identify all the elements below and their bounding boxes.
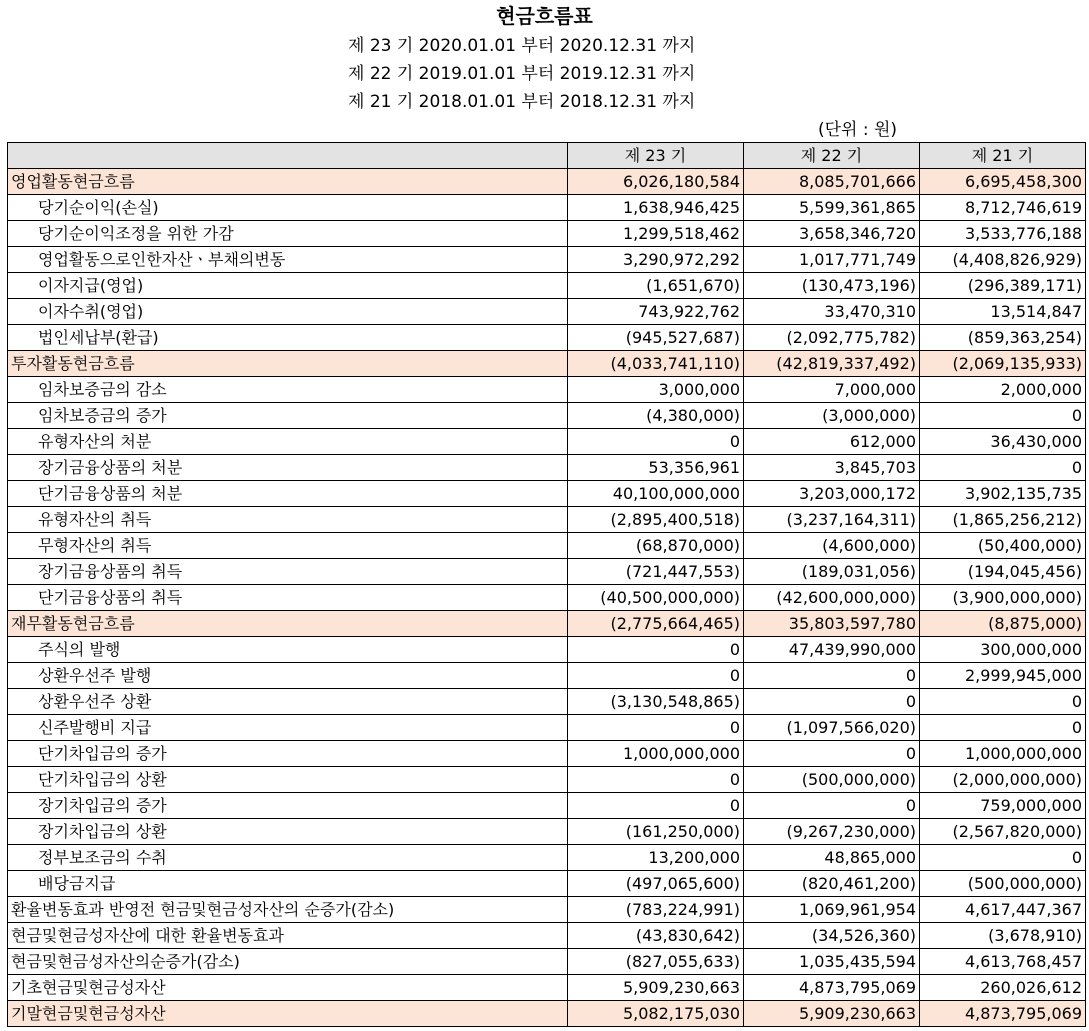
row-label: 신주발행비 지급 <box>8 715 568 741</box>
row-label: 이자수취(영업) <box>8 299 568 325</box>
row-label: 장기금융상품의 처분 <box>8 455 568 481</box>
row-value-21: (3,678,910) <box>920 923 1086 949</box>
row-label: 단기금융상품의 취득 <box>8 585 568 611</box>
column-header-23: 제 23 기 <box>568 143 744 169</box>
row-value-21: 4,617,447,367 <box>920 897 1086 923</box>
row-label: 단기차입금의 상환 <box>8 767 568 793</box>
row-value-21: (2,069,135,933) <box>920 351 1086 377</box>
table-body <box>8 169 1086 1027</box>
row-label: 장기차입금의 상환 <box>8 819 568 845</box>
row-value-21: (3,900,000,000) <box>920 585 1086 611</box>
page-title: 현금흐름표 <box>496 4 593 28</box>
row-value-23: (3,130,548,865) <box>568 689 744 715</box>
table-row <box>8 247 1086 273</box>
row-value-22: (130,473,196) <box>744 273 920 299</box>
row-label: 당기순이익조정을 위한 가감 <box>8 221 568 247</box>
table-row <box>8 767 1086 793</box>
row-value-21: 0 <box>920 845 1086 871</box>
row-value-21: 0 <box>920 455 1086 481</box>
row-value-21: 3,902,135,735 <box>920 481 1086 507</box>
table-row <box>8 325 1086 351</box>
row-value-22: 1,069,961,954 <box>744 897 920 923</box>
row-label: 영업활동현금흐름 <box>8 169 568 195</box>
row-label: 상환우선주 발행 <box>8 663 568 689</box>
row-label: 현금및현금성자산에 대한 환율변동효과 <box>8 923 568 949</box>
row-label: 법인세납부(환급) <box>8 325 568 351</box>
row-label: 기초현금및현금성자산 <box>8 975 568 1001</box>
row-label: 유형자산의 처분 <box>8 429 568 455</box>
row-label: 이자지급(영업) <box>8 273 568 299</box>
section-row <box>8 1001 1086 1027</box>
row-label: 임차보증금의 증가 <box>8 403 568 429</box>
row-value-23: 40,100,000,000 <box>568 481 744 507</box>
row-value-23: 13,200,000 <box>568 845 744 871</box>
row-value-21: (8,875,000) <box>920 611 1086 637</box>
table-row <box>8 975 1086 1001</box>
table-row <box>8 949 1086 975</box>
row-value-23: (2,775,664,465) <box>568 611 744 637</box>
row-value-22: 0 <box>744 741 920 767</box>
row-label: 배당금지급 <box>8 871 568 897</box>
row-value-23: 1,299,518,462 <box>568 221 744 247</box>
period-line-22: 제 22 기 2019.01.01 부터 2019.12.31 까지 <box>348 64 696 84</box>
row-value-23: 5,909,230,663 <box>568 975 744 1001</box>
section-row <box>8 611 1086 637</box>
table-row <box>8 221 1086 247</box>
row-label: 주식의 발행 <box>8 637 568 663</box>
row-value-23: 0 <box>568 793 744 819</box>
row-value-22: (3,000,000) <box>744 403 920 429</box>
row-label: 무형자산의 취득 <box>8 533 568 559</box>
table-row <box>8 897 1086 923</box>
row-value-22: 612,000 <box>744 429 920 455</box>
row-value-22: (34,526,360) <box>744 923 920 949</box>
row-label: 유형자산의 취득 <box>8 507 568 533</box>
unit-label: (단위 : 원) <box>818 120 898 140</box>
table-row <box>8 741 1086 767</box>
row-label: 환율변동효과 반영전 현금및현금성자산의 순증가(감소) <box>8 897 568 923</box>
row-value-22: 7,000,000 <box>744 377 920 403</box>
row-value-23: 0 <box>568 429 744 455</box>
row-value-22: (2,092,775,782) <box>744 325 920 351</box>
row-value-22: 3,203,000,172 <box>744 481 920 507</box>
row-label: 단기차입금의 증가 <box>8 741 568 767</box>
row-value-21: 2,999,945,000 <box>920 663 1086 689</box>
table-row <box>8 559 1086 585</box>
row-label: 장기금융상품의 취득 <box>8 559 568 585</box>
row-value-23: 5,082,175,030 <box>568 1001 744 1027</box>
row-label: 단기금융상품의 처분 <box>8 481 568 507</box>
table-row <box>8 377 1086 403</box>
row-value-22: (42,819,337,492) <box>744 351 920 377</box>
row-label: 장기차입금의 증가 <box>8 793 568 819</box>
row-value-23: 1,638,946,425 <box>568 195 744 221</box>
row-label: 당기순이익(손실) <box>8 195 568 221</box>
row-value-21: (859,363,254) <box>920 325 1086 351</box>
row-value-21: 0 <box>920 403 1086 429</box>
table-row <box>8 637 1086 663</box>
row-value-21: 300,000,000 <box>920 637 1086 663</box>
row-value-21: (194,045,456) <box>920 559 1086 585</box>
row-value-23: (4,033,741,110) <box>568 351 744 377</box>
row-label: 현금및현금성자산의순증가(감소) <box>8 949 568 975</box>
row-label: 재무활동현금흐름 <box>8 611 568 637</box>
row-value-22: 1,017,771,749 <box>744 247 920 273</box>
row-value-23: (161,250,000) <box>568 819 744 845</box>
table-row <box>8 819 1086 845</box>
row-value-21: 0 <box>920 715 1086 741</box>
row-value-23: 53,356,961 <box>568 455 744 481</box>
row-value-23: 6,026,180,584 <box>568 169 744 195</box>
row-value-23: (2,895,400,518) <box>568 507 744 533</box>
row-label: 영업활동으로인한자산ㆍ부채의변동 <box>8 247 568 273</box>
row-value-22: 48,865,000 <box>744 845 920 871</box>
period-line-21: 제 21 기 2018.01.01 부터 2018.12.31 까지 <box>348 92 696 112</box>
row-value-23: (721,447,553) <box>568 559 744 585</box>
row-value-22: (3,237,164,311) <box>744 507 920 533</box>
row-value-21: 4,613,768,457 <box>920 949 1086 975</box>
row-label: 기말현금및현금성자산 <box>8 1001 568 1027</box>
row-value-21: (4,408,826,929) <box>920 247 1086 273</box>
row-value-22: 3,845,703 <box>744 455 920 481</box>
row-label: 임차보증금의 감소 <box>8 377 568 403</box>
cash-flow-table <box>7 142 1086 1027</box>
row-value-22: 0 <box>744 663 920 689</box>
row-value-22: (189,031,056) <box>744 559 920 585</box>
table-header-row <box>8 143 1086 169</box>
row-value-21: 36,430,000 <box>920 429 1086 455</box>
row-value-21: 2,000,000 <box>920 377 1086 403</box>
row-value-22: 47,439,990,000 <box>744 637 920 663</box>
table-row <box>8 403 1086 429</box>
row-value-22: 35,803,597,780 <box>744 611 920 637</box>
row-value-23: 0 <box>568 637 744 663</box>
row-value-21: 0 <box>920 689 1086 715</box>
row-value-23: 1,000,000,000 <box>568 741 744 767</box>
period-line-23: 제 23 기 2020.01.01 부터 2020.12.31 까지 <box>348 36 696 56</box>
row-value-22: 1,035,435,594 <box>744 949 920 975</box>
column-header-21: 제 21 기 <box>920 143 1086 169</box>
table-row <box>8 273 1086 299</box>
section-row <box>8 351 1086 377</box>
row-value-21: (1,865,256,212) <box>920 507 1086 533</box>
row-value-23: 0 <box>568 767 744 793</box>
row-value-23: (68,870,000) <box>568 533 744 559</box>
row-value-22: (9,267,230,000) <box>744 819 920 845</box>
column-header-22: 제 22 기 <box>744 143 920 169</box>
table-row <box>8 793 1086 819</box>
table-row <box>8 455 1086 481</box>
row-value-21: 1,000,000,000 <box>920 741 1086 767</box>
row-value-23: (497,065,600) <box>568 871 744 897</box>
row-value-22: 5,599,361,865 <box>744 195 920 221</box>
row-value-21: (50,400,000) <box>920 533 1086 559</box>
row-value-23: 3,000,000 <box>568 377 744 403</box>
table-row <box>8 923 1086 949</box>
row-label: 정부보조금의 수취 <box>8 845 568 871</box>
row-value-22: 3,658,346,720 <box>744 221 920 247</box>
table-row <box>8 299 1086 325</box>
row-value-23: 3,290,972,292 <box>568 247 744 273</box>
table-row <box>8 715 1086 741</box>
row-value-23: 0 <box>568 715 744 741</box>
row-label: 투자활동현금흐름 <box>8 351 568 377</box>
row-value-21: 759,000,000 <box>920 793 1086 819</box>
row-value-22: (500,000,000) <box>744 767 920 793</box>
section-row <box>8 169 1086 195</box>
row-value-23: (1,651,670) <box>568 273 744 299</box>
row-value-21: 4,873,795,069 <box>920 1001 1086 1027</box>
table-row <box>8 845 1086 871</box>
row-value-22: 33,470,310 <box>744 299 920 325</box>
table-row <box>8 533 1086 559</box>
table-row <box>8 507 1086 533</box>
row-value-23: 0 <box>568 663 744 689</box>
table-row <box>8 663 1086 689</box>
row-value-22: 0 <box>744 689 920 715</box>
row-value-21: (296,389,171) <box>920 273 1086 299</box>
row-value-23: (43,830,642) <box>568 923 744 949</box>
row-value-21: 8,712,746,619 <box>920 195 1086 221</box>
header-corner <box>8 143 568 169</box>
row-value-23: (4,380,000) <box>568 403 744 429</box>
row-value-21: 6,695,458,300 <box>920 169 1086 195</box>
table-row <box>8 429 1086 455</box>
row-value-22: 4,873,795,069 <box>744 975 920 1001</box>
row-value-22: 8,085,701,666 <box>744 169 920 195</box>
table-row <box>8 195 1086 221</box>
row-value-22: 0 <box>744 793 920 819</box>
table-row <box>8 585 1086 611</box>
row-value-22: (42,600,000,000) <box>744 585 920 611</box>
row-value-22: (4,600,000) <box>744 533 920 559</box>
row-value-21: 260,026,612 <box>920 975 1086 1001</box>
row-value-23: (783,224,991) <box>568 897 744 923</box>
row-value-23: (40,500,000,000) <box>568 585 744 611</box>
row-value-21: (2,000,000,000) <box>920 767 1086 793</box>
row-value-23: (827,055,633) <box>568 949 744 975</box>
row-value-22: (1,097,566,020) <box>744 715 920 741</box>
row-value-21: 3,533,776,188 <box>920 221 1086 247</box>
row-value-21: 13,514,847 <box>920 299 1086 325</box>
row-label: 상환우선주 상환 <box>8 689 568 715</box>
row-value-23: 743,922,762 <box>568 299 744 325</box>
row-value-21: (500,000,000) <box>920 871 1086 897</box>
row-value-21: (2,567,820,000) <box>920 819 1086 845</box>
table-row <box>8 689 1086 715</box>
table-row <box>8 481 1086 507</box>
row-value-22: (820,461,200) <box>744 871 920 897</box>
table-row <box>8 871 1086 897</box>
row-value-23: (945,527,687) <box>568 325 744 351</box>
row-value-22: 5,909,230,663 <box>744 1001 920 1027</box>
